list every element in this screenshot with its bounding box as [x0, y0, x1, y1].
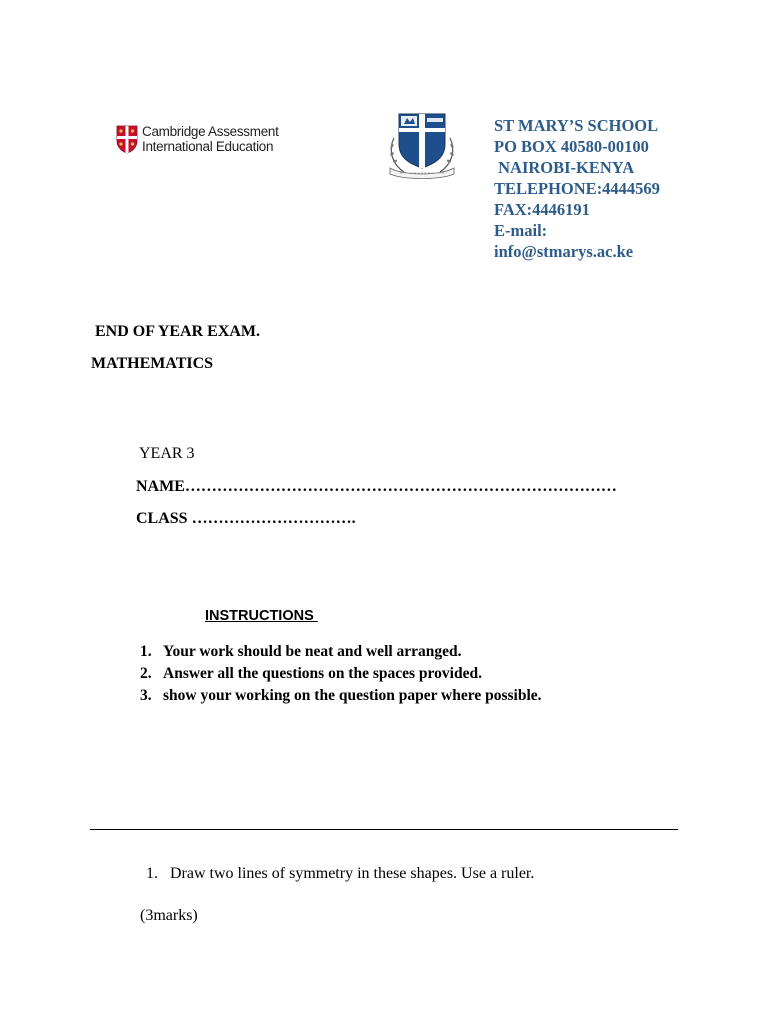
instruction-text: Your work should be neat and well arranged. [163, 643, 462, 660]
instruction-text: Answer all the questions on the spaces provided. [163, 665, 482, 682]
address-school-name: ST MARY’S SCHOOL [494, 116, 659, 135]
question-marks: (3marks) [140, 907, 198, 924]
cambridge-logo [116, 124, 286, 156]
address-email-label: E-mail: [494, 221, 548, 240]
address-fax: FAX:4446191 [494, 200, 590, 219]
instruction-item [140, 641, 542, 663]
section-divider [90, 829, 678, 830]
exam-title: END OF YEAR EXAM. [95, 323, 261, 340]
address-po-box: PO BOX 40580-00100 [494, 137, 649, 156]
instruction-list [140, 641, 542, 707]
class-field[interactable]: CLASS …………………………. [136, 510, 356, 527]
instruction-text: show your working on the question paper where possible. [163, 687, 542, 704]
logo-line-2: International Education [142, 139, 274, 154]
instruction-number: 2. [140, 665, 152, 682]
school-crest-icon [384, 110, 460, 180]
address-email: info@stmarys.ac.ke [494, 242, 634, 261]
year-label: YEAR 3 [139, 445, 195, 462]
subject-title: MATHEMATICS [91, 355, 214, 372]
instruction-item [140, 663, 542, 685]
question-1 [146, 865, 534, 883]
instruction-item [140, 685, 542, 707]
question-number: 1. [146, 865, 158, 882]
cambridge-shield-icon [116, 125, 138, 154]
address-city: NAIROBI-KENYA [494, 158, 635, 177]
instruction-number: 3. [140, 687, 152, 704]
address-telephone: TELEPHONE:4444569 [494, 179, 660, 198]
school-address [494, 115, 660, 262]
logo-line-1: Cambridge Assessment [142, 124, 279, 139]
instructions-heading: INSTRUCTIONS [205, 608, 318, 624]
instruction-number: 1. [140, 643, 152, 660]
name-field[interactable]: NAME……………………………………………………………………… [136, 478, 617, 495]
question-text: Draw two lines of symmetry in these shapes. Use a ruler. [170, 865, 535, 882]
